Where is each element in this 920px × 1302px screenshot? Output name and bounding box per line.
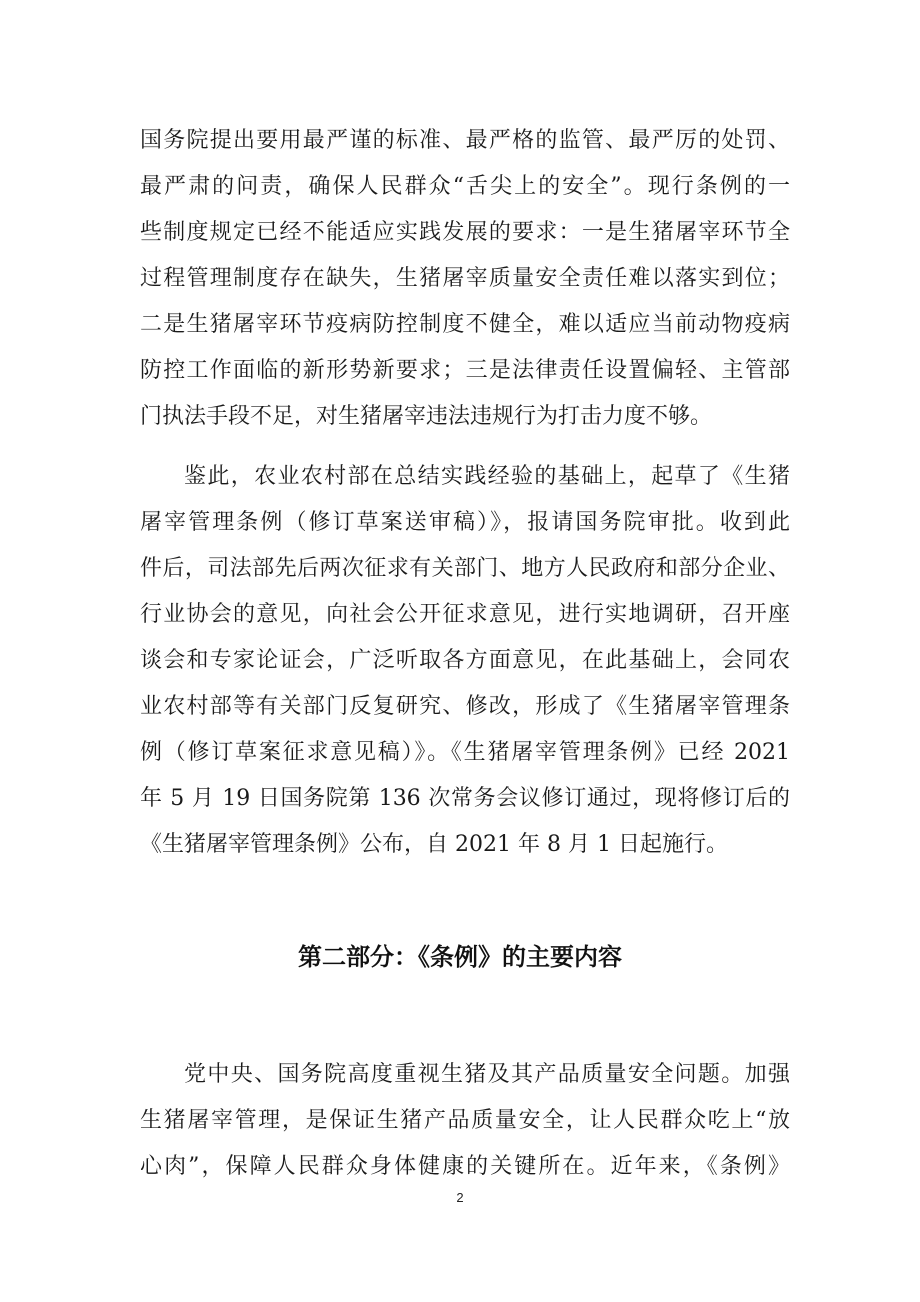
text-line: 年 5 月 19 日国务院第 136 次常务会议修订通过，现将修订后的 (140, 786, 790, 811)
text-line: 《生猪屠宰管理条例》公布，自 2021 年 8 月 1 日起施行。 (140, 832, 728, 857)
text-line: 鉴此，农业农村部在总结实践经验的基础上，起草了《生猪 (184, 464, 790, 489)
text-line: 防控工作面临的新形势新要求；三是法律责任设置偏轻、主管部 (140, 358, 790, 383)
text-line: 例（修订草案征求意见稿）》。《生猪屠宰管理条例》已经 2021 (140, 740, 790, 765)
text-line: 件后，司法部先后两次征求有关部门、地方人民政府和部分企业、 (140, 556, 790, 581)
text-line: 最严肃的问责，确保人民群众“舌尖上的安全”。现行条例的一 (140, 174, 790, 199)
text-line: 谈会和专家论证会，广泛听取各方面意见，在此基础上，会同农 (140, 648, 790, 673)
section-heading: 第二部分：《条例》的主要内容 (298, 943, 622, 971)
text-line: 行业协会的意见，向社会公开征求意见，进行实地调研，召开座 (140, 602, 790, 627)
text-line: 心肉”，保障人民群众身体健康的关键所在。近年来，《条例》 (140, 1154, 790, 1179)
text-line: 屠宰管理条例（修订草案送审稿）》，报请国务院审批。收到此 (140, 510, 790, 535)
text-line: 二是生猪屠宰环节疫病防控制度不健全，难以适应当前动物疫病 (140, 312, 790, 337)
text-line: 些制度规定已经不能适应实践发展的要求：一是生猪屠宰环节全 (140, 220, 790, 245)
text-line: 门执法手段不足，对生猪屠宰违法违规行为打击力度不够。 (140, 404, 713, 429)
page-number: 2 (456, 1190, 464, 1205)
text-line: 过程管理制度存在缺失，生猪屠宰质量安全责任难以落实到位； (140, 266, 790, 291)
text-line: 国务院提出要用最严谨的标准、最严格的监管、最严厉的处罚、 (140, 128, 790, 153)
text-line: 党中央、国务院高度重视生猪及其产品质量安全问题。加强 (184, 1062, 790, 1087)
text-line: 业农村部等有关部门反复研究、修改，形成了《生猪屠宰管理条 (140, 694, 790, 719)
text-line: 生猪屠宰管理，是保证生猪产品质量安全，让人民群众吃上“放 (140, 1108, 790, 1133)
